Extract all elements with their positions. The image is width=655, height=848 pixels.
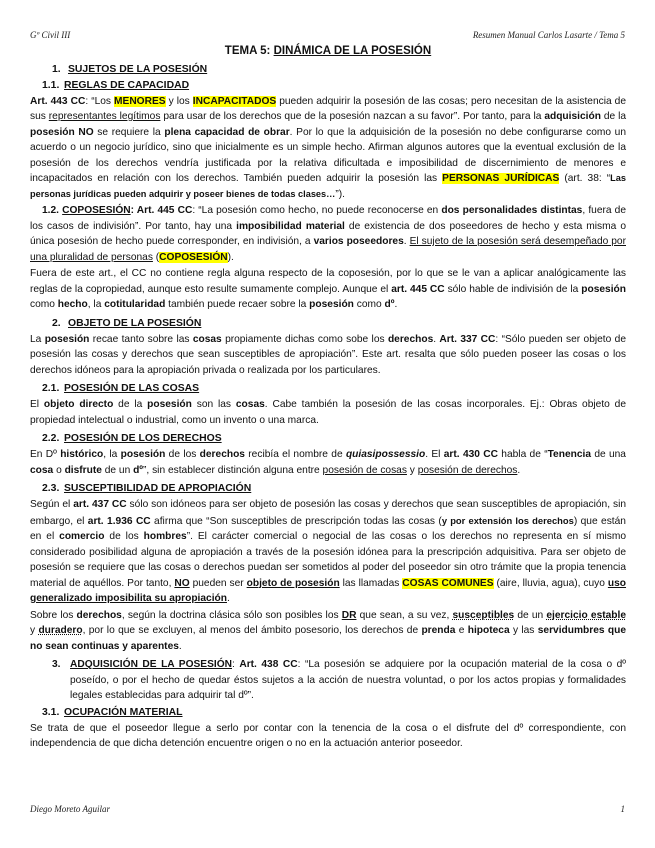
section-3-paragraph: 3. ADQUISICIÓN DE LA POSESIÓN: Art. 438 CC: “La posesión se adquiere por la ocupación material de la cosa o dº poseído, o por el hecho de quedar éstos sujetos a la acción de nuestra voluntad, o por los actos propias y formalidades legales establecidas para adquirir tal dº”.: [52, 659, 627, 701]
section-number: 2.2.: [42, 433, 60, 444]
section-number: 1.2.: [42, 205, 59, 216]
section-3-1-heading: [30, 705, 626, 721]
section-label: REGLAS DE CAPACIDAD: [64, 79, 190, 91]
section-number: 2.3.: [42, 483, 60, 494]
paragraph-derechos: En Dº histórico, la posesión de los derechos recibía el nombre de quiasipossessio. El art. 430 CC habla de “Tenencia de una cosa o disfrute de un dº”, sin establecer distinción alguna entre posesión de cosas y posesión de derechos.: [30, 449, 626, 476]
section-label: SUJETOS DE LA POSESIÓN: [68, 63, 208, 75]
paragraph-apropiacion-2: Sobre los derechos, según la doctrina clásica sólo son posibles los DR que sean, a su vez, susceptibles de un ejercicio estable y duradero, por lo que se excluyen, al menos del ámbito posesorio, los derechos de prenda e hipoteca y las servidumbres que no sean continuas y aparentes.: [30, 609, 627, 652]
paragraph-apropiacion: Según el art. 437 CC sólo son idóneos para ser objeto de posesión las cosas y derechos que sean susceptibles de apropiación, sin embargo, el art. 1.936 CC afirma que “Son susceptibles de prescripción todas las cosas (y por extensión los derechos) que están en el comercio de los hombres”. El carácter comercial o negocial de las cosas o los derechos no representa en sí mismo considerado posibilidad alguna de apropiación a través de la posesión idónea para la prescripción adquisitiva. Para ser objeto de posesión se requiere que las cosas o derechos puedan ser sometidos al poder del poseedor sin otro trámite que la propia tenencia material de aquéllos. Por tanto, NO pueden ser objeto de posesión las llamadas COSAS COMUNES (aire, lluvia, agua), cuyo uso generalizado imposibilita su apropiación.: [30, 499, 627, 604]
section-2-heading: [30, 316, 626, 332]
section-2-2-heading: [30, 431, 626, 447]
footer-author: Diego Moreto Aguilar: [30, 804, 110, 814]
header-left: Gº Civil III: [30, 30, 71, 40]
title-main: DINÁMICA DE LA POSESIÓN: [273, 45, 432, 57]
section-number: 3.1.: [42, 706, 60, 718]
section-2-3-heading: [30, 481, 626, 497]
paragraph-objeto: La posesión recae tanto sobre las cosas propiamente dichas como sobe los derechos. Art. 337 CC: “Sólo pueden ser objeto de posesión las cosas y derechos que sean susceptibles de apropiación”. Este art. resalta que sólo pueden poseer las cosas o los derechos idóneos para la apropiación privada o realizada por los particulares.: [30, 333, 626, 376]
section-1-1-heading: [30, 78, 626, 94]
section-label: POSESIÓN DE LOS DERECHOS: [64, 433, 222, 444]
title-prefix: TEMA 5:: [224, 45, 274, 57]
section-number: 2.1.: [42, 383, 60, 394]
section-label: SUSCEPTIBILIDAD DE APROPIACIÓN: [64, 483, 252, 494]
section-number: 3.: [52, 659, 61, 670]
page-title: [30, 44, 626, 60]
paragraph-coposesion: 1.2. COPOSESIÓN: Art. 445 CC: “La posesión como hecho, no puede reconocerse en dos personalidades distintas, fuera de los casos de indivisión”. Por tanto, hay una imposibilidad material de existencia de dos poseedores de hecho y esta misma o única posesión de hecho puede corresponder, en indivisión, a varios poseedores. El sujeto de la posesión será desempeñado por una pluralidad de personas (COPOSESIÓN).: [30, 205, 626, 263]
section-label: ADQUISICIÓN DE LA POSESIÓN: [70, 659, 232, 670]
section-label: POSESIÓN DE LAS COSAS: [64, 383, 200, 394]
paragraph-coposesion-2: Fuera de este art., el CC no contiene regla alguna respecto de la coposesión, por lo que se le van a aplicar analógicamente las reglas de la copropiedad, aunque esto resulte sumamente complejo. Aunque el art. 445 CC sólo hable de indivisión de la posesión como hecho, la cotitularidad también puede recaer sobre la posesión como dº.: [30, 268, 626, 310]
section-1-heading: [30, 62, 626, 78]
document-body: [30, 44, 626, 753]
page-number: 1: [620, 804, 625, 814]
section-number: 2.: [52, 317, 61, 329]
header-right: Resumen Manual Carlos Lasarte / Tema 5: [472, 30, 625, 40]
section-label: COPOSESIÓN: [62, 205, 131, 216]
section-number: 1.: [52, 63, 61, 75]
paragraph-ocupacion: Se trata de que el poseedor llegue a serlo por contar con la tenencia de la cosa o el disfrute del dº correspondiente, con independencia de que dicha detención encuentre origen o no en la actuación anterior poseedor.: [30, 722, 626, 749]
paragraph-cosas: El objeto directo de la posesión son las cosas. Cabe también la posesión de las cosas incorporales. Ej.: Obras objeto de propiedad intelectual o industrial, como un invento o una marca.: [30, 399, 626, 426]
paragraph-capacidad: Art. 443 CC: “Los MENORES y los INCAPACITADOS pueden adquirir la posesión de las cosas; pero necesitan de la asistencia de sus representantes legítimos para usar de los derechos que de la posesión nazcan a su favor”. Por tanto, para la adquisición de la posesión NO se requiere la plena capacidad de obrar. Por lo que la adquisición de la posesión no debe configurarse como un acuerdo o un negocio jurídico, sino que inicialmente es un simple hecho. Afirman algunos autores que la eventual exclusión de la posesión de los derechos vendría justificada por la relativa dificultada e imposibilidad de discernimiento de menores e incapacitados en relación con los derechos. También pueden adquirir la posesión las PERSONAS JURÍDICAS (art. 38: “Las personas jurídicas pueden adquirir y poseer bienes de todas clases…”).: [30, 95, 627, 200]
section-2-1-heading: [30, 381, 626, 397]
section-label: OCUPACIÓN MATERIAL: [64, 706, 183, 718]
section-number: 1.1.: [42, 79, 60, 91]
section-label: OBJETO DE LA POSESIÓN: [68, 317, 202, 329]
